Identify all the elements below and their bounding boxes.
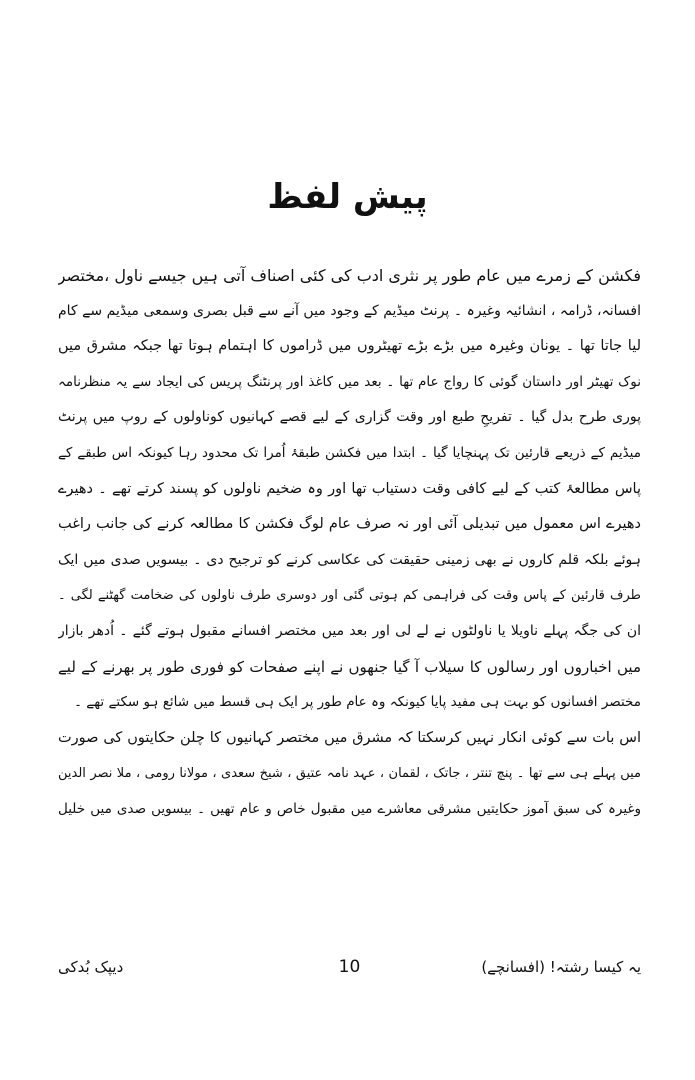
text-line: مختصر افسانوں کو بہت ہی مفید پایا کیونکہ وہ عام طور پر ایک ہی قسط میں شائع ہو سکتے تھے ۔ xyxy=(74,694,641,711)
body-text xyxy=(58,258,641,828)
text-line: دھیرے اس معمول میں تبدیلی آئی اور نہ صرف عام لوگ فکشن کا مطالعہ کرنے کی جانب راغب xyxy=(58,516,641,533)
footer-author: دیپک بُدکی xyxy=(58,958,124,976)
text-line: وغیرہ کی سبق آموز حکایتیں مشرقی معاشرے میں مقبول خاص و عام تھیں ۔ بیسویں صدی میں خلیل xyxy=(58,800,641,817)
text-line: نوک تھیٹر اور داستان گوئی کا رواج عام تھا ۔ بعد میں کاغذ اور پرنٹنگ پریس کی ایجاد سے یہ منظرنامہ xyxy=(58,373,641,390)
text-line: ہوئے بلکہ قلم کاروں نے بھی زمینی حقیقت کی عکاسی کرنے کو ترجیح دی ۔ بیسویں صدی میں ایک xyxy=(58,551,641,568)
text-line: اس بات سے کوئی انکار نہیں کرسکتا کہ مشرق میں مختصر کہانیوں کا چلن حکایتوں کی صورت xyxy=(58,729,641,746)
text-line: میں اخباروں اور رسالوں کا سیلاب آ گیا جنھوں نے اپنے صفحات کو فوری طور پر بھرنے کے لیے xyxy=(58,657,641,676)
page-title: پیش لفظ xyxy=(267,177,428,217)
text-line: پوری طرح بدل گیا ۔ تفریحِ طبع اور وقت گزاری کے لیے قصے کہانیوں کوناولوں کے روپ میں پرنٹ xyxy=(58,409,641,426)
text-line: ان کی جگہ پہلے ناویلا یا ناولٹوں نے لے لی اور بعد میں مختصر افسانے مقبول ہوتے گئے ۔ اُدھر بازار xyxy=(58,622,641,639)
text-line: فکشن کے زمرے میں عام طور پر نثری ادب کی کئی اصناف آتی ہیں جیسے ناول ،مختصر xyxy=(58,266,641,285)
text-line: افسانہ، ڈرامہ ، انشائیہ وغیرہ ۔ پرنٹ میڈیم کے وجود میں آنے سے قبل بصری وسمعی میڈیم سے کام xyxy=(58,302,641,319)
page-number: 10 xyxy=(338,957,361,977)
page-footer xyxy=(58,952,641,982)
text-line: طرف قارئین کے پاس وقت کی فراہمی کم ہوتی گئی اور دوسری طرف ناولوں کی ضخامت گھٹنے لگی ۔ xyxy=(58,588,641,604)
text-line: میڈیم کے ذریعے قارئین تک پہنچایا گیا ۔ ابتدا میں فکشن طبقۂ اُمرا تک محدود رہا کیونکہ اس طبقے کے xyxy=(58,444,641,461)
text-line: لیا جاتا تھا ۔ یونان وغیرہ میں بڑے بڑے تھیٹروں میں ڈراموں کا اہتمام ہوتا تھا جبکہ مشرق میں xyxy=(58,338,641,355)
footer-book-title: یہ کیسا رشتہ! (افسانچے) xyxy=(481,958,641,976)
text-line: میں پہلے ہی سے تھا ۔ پنچ تنتر ، جاتک ، لقمان ، عہد نامہ عتیق ، شیخ سعدی ، مولانا رومی ، ملا نصر الدین xyxy=(58,766,641,782)
text-line: پاس مطالعۂ کتب کے لیے کافی وقت دستیاب تھا اور وہ ضخیم ناولوں کو پسند کرتے تھے ۔ دھیرے xyxy=(58,480,641,497)
